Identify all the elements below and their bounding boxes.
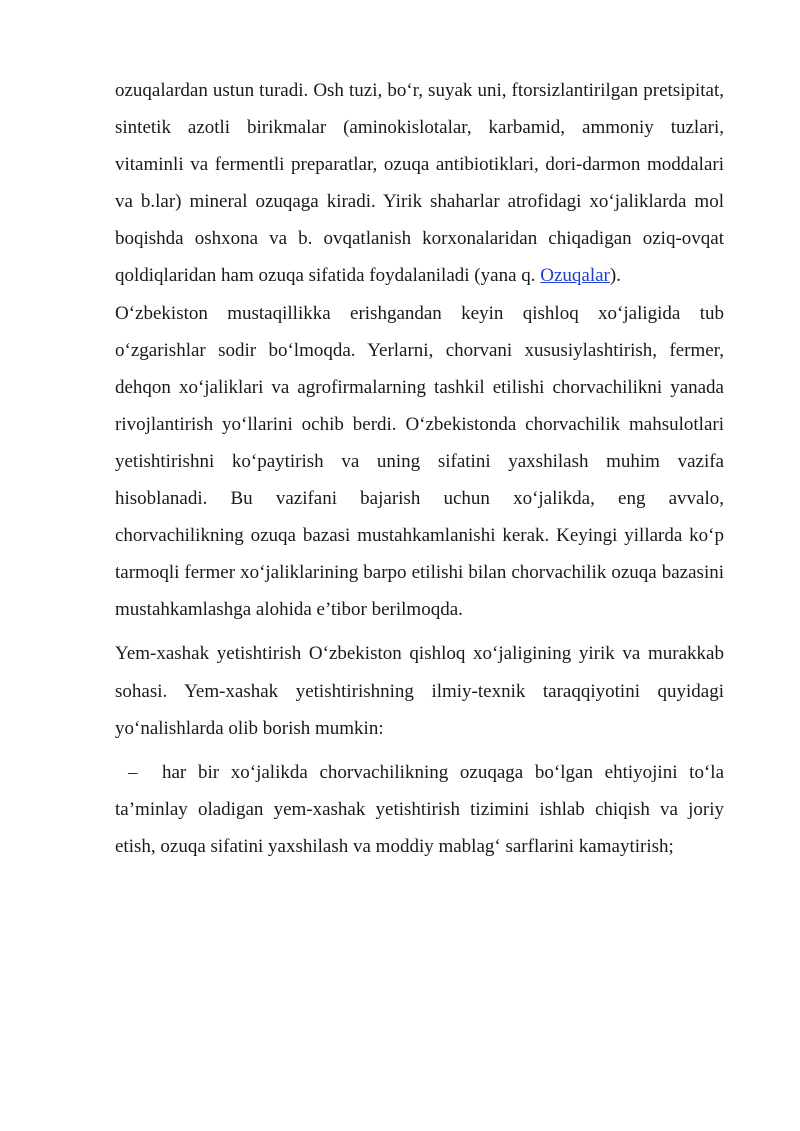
document-page bbox=[115, 72, 724, 865]
paragraph-text: ozuqalardan ustun turadi. Osh tuzi, bo‘r, suyak uni, ftorsizlantirilgan pretsipitat, sintetik azotli birikmalar (aminokislotalar, karbamid, ammoniy tuzlari, vitaminli va fermentli preparatlar, ozuqa antibiotiklari, dori-darmon moddalari va b.lar) mineral ozuqaga kiradi. Yirik shaharlar atrofidagi xo‘jaliklarda mol boqishda oshxona va b. ovqatlanish korxonalaridan chiqadigan oziq-ovqat qoldiqlaridan ham ozuqa sifatida foydalaniladi (yana q. bbox=[115, 80, 724, 287]
paragraph-text-end: ). bbox=[609, 265, 621, 287]
paragraph-independence: O‘zbekiston mustaqillikka erishgandan keyin qishloq xo‘jaligida tub o‘zgarishlar sodir bo‘lmoqda. Yerlarni, chorvani xususiylashtirish, fermer, dehqon xo‘jaliklari va agrofirmalarning tashkil etilishi chorvachilikni yanada rivojlantirish yo‘llarini ochib berdi. O‘zbekistonda chorvachilik mahsulotlari yetishtirishni ko‘paytirish va uning sifatini yaxshilash muhim vazifa hisoblanadi. Bu vazifani bajarish uchun xo‘jalikda, eng avvalo, chorvachilikning ozuqa bazasi mustahkamlanishi kerak. Keyingi yillarda ko‘p tarmoqli fermer xo‘jaliklarining barpo etilishi bilan chorvachilik ozuqa bazasini mustahkamlashga alohida e’tibor berilmoqda. bbox=[115, 302, 724, 621]
list-item-text: har bir xo‘jalikda chorvachilikning ozuqaga bo‘lgan ehtiyojini to‘la ta’minlay oladigan yem-xashak yetishtirish tizimini ishlab chiqish va joriy etish, ozuqa sifatini yaxshilash va moddiy mablag‘ sarflarini kamaytirish; bbox=[115, 761, 724, 857]
list-item bbox=[115, 754, 724, 865]
dash-bullet: – bbox=[128, 761, 138, 783]
ozuqalar-link[interactable]: Ozuqalar bbox=[540, 265, 610, 287]
paragraph-fodder: Yem-xashak yetishtirish O‘zbekiston qishloq xo‘jaligining yirik va murakkab sohasi. Yem-xashak yetishtirishning ilmiy-texnik taraqqiyotini quyidagi yo‘nalishlarda olib borish mumkin: bbox=[115, 643, 724, 739]
paragraph-feed-types bbox=[115, 72, 724, 295]
